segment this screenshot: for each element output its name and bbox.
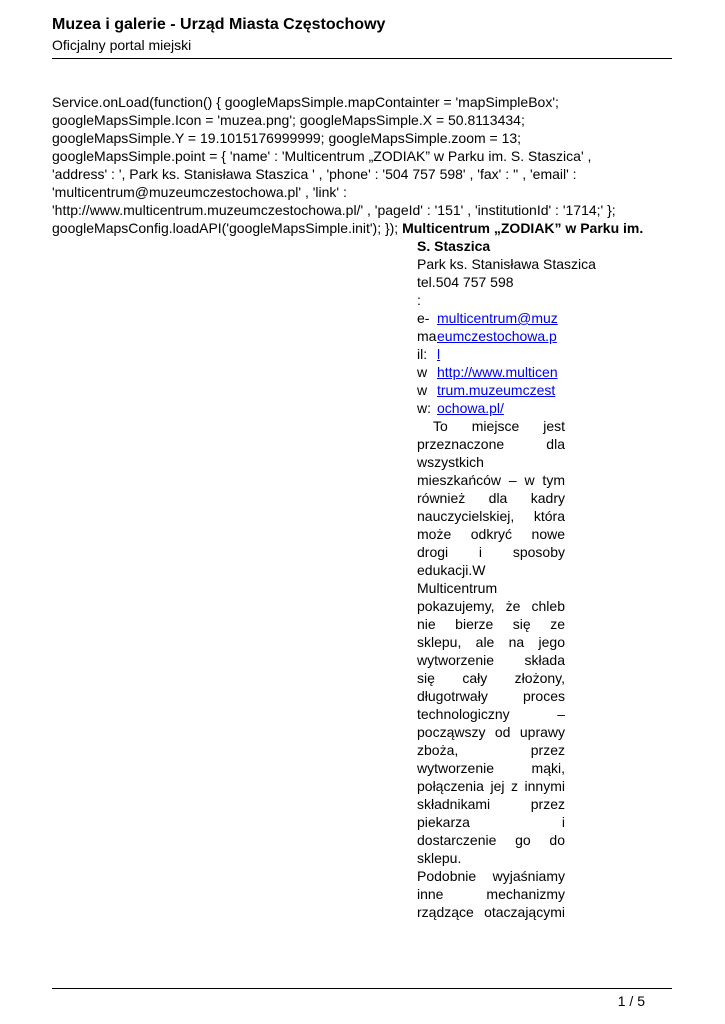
script-line: googleMapsSimple.Y = 19.1015176999999; googleMapsSimple.zoom = 13;	[52, 130, 522, 146]
script-line: googleMapsSimple.Icon = 'muzea.png'; googleMapsSimple.X = 50.8113434;	[52, 112, 525, 128]
email-link-part[interactable]: l	[437, 346, 441, 362]
institution-name-continued: S. Staszica	[417, 238, 491, 254]
script-line: googleMapsSimple.point = { 'name' : 'Multicentrum „ZODIAK” w Parku im. S. Staszica' ,	[52, 148, 592, 164]
email-link-cell	[437, 309, 558, 363]
description-line: Podobnie wyjaśniamy	[417, 868, 565, 884]
www-label	[417, 363, 437, 417]
institution-description	[417, 417, 565, 921]
description-line: długotrwały proces	[417, 688, 565, 704]
description-line: sklepu, ale na jego	[417, 634, 565, 650]
email-link[interactable]	[437, 309, 558, 363]
script-line: googleMapsConfig.loadAPI('googleMapsSimple.init'); });	[52, 220, 399, 236]
description-line: inne mechanizmy	[417, 886, 565, 902]
description-line: począwszy od uprawy	[417, 724, 565, 740]
fax-colon: :	[417, 292, 421, 308]
website-link[interactable]	[437, 363, 558, 417]
map-script-text	[52, 93, 677, 237]
description-line: składnikami przez	[417, 796, 565, 812]
institution-phone	[417, 273, 565, 291]
www-label-part: w	[417, 382, 428, 398]
description-line: pokazujemy, że chleb	[417, 598, 565, 614]
description-line: Multicentrum	[417, 580, 498, 596]
page-header	[52, 14, 672, 54]
description-line: mieszkańców – w tym	[417, 472, 565, 488]
institution-name: Multicentrum „ZODIAK” w Parku im.	[402, 220, 644, 236]
description-line: wytworzenie składa	[417, 652, 565, 668]
website-link-part[interactable]: http://www.multicen	[437, 364, 558, 380]
script-line: 'http://www.multicentrum.muzeumczestochowa.pl/' , 'pageId' : '151' , 'institutionId' : '1714;' };	[52, 202, 616, 218]
script-line: 'multicentrum@muzeumczestochowa.pl' , 'link' :	[52, 184, 347, 200]
site-subtitle: Oficjalny portal miejski	[52, 37, 192, 53]
description-line: wszystkich	[417, 454, 484, 470]
description-line: sklepu.	[417, 850, 462, 866]
description-line: rządzące otaczającymi	[417, 904, 565, 920]
script-line: Service.onLoad(function() { googleMapsSimple.mapContainter = 'mapSimpleBox';	[52, 94, 559, 110]
description-line: technologiczny –	[417, 706, 565, 722]
description-line: dostarczenie go do	[417, 832, 565, 848]
header-divider	[52, 58, 672, 59]
description-line: To miejsce jest	[433, 418, 565, 434]
institution-info	[417, 237, 596, 921]
email-row	[417, 309, 558, 363]
description-line: wytworzenie mąki,	[417, 760, 565, 776]
description-paragraph	[417, 417, 565, 867]
description-line: może odkryć nowe	[417, 526, 565, 542]
institution-address: Park ks. Stanisława Staszica	[417, 256, 596, 272]
email-label-part: e-	[417, 310, 430, 326]
description-line: drogi i sposoby	[417, 544, 565, 560]
footer-divider	[52, 988, 672, 989]
description-line: się cały złożony,	[417, 670, 565, 686]
website-link-part[interactable]: trum.muzeumczest	[437, 382, 556, 398]
email-label	[417, 309, 437, 363]
description-line: przeznaczone dla	[417, 436, 565, 452]
description-line: nie bierze się ze	[417, 616, 565, 632]
script-line: 'address' : ', Park ks. Stanisława Staszica ' , 'phone' : '504 757 598' , 'fax' : '' , 'email' :	[52, 166, 577, 182]
website-link-part[interactable]: ochowa.pl/	[437, 400, 504, 416]
description-line: również dla kadry	[417, 490, 565, 506]
www-link-cell	[437, 363, 558, 417]
description-paragraph	[417, 867, 565, 921]
email-link-part[interactable]: multicentrum@muz	[437, 310, 558, 326]
description-line: połączenia jej z innymi	[417, 778, 565, 794]
phone-number: 504 757 598	[435, 274, 514, 290]
description-line: piekarza i	[417, 814, 565, 830]
description-line: zboża, przez	[417, 742, 565, 758]
description-line: edukacji.W	[417, 562, 486, 578]
www-label-part: w	[417, 364, 428, 380]
email-label-part: il:	[417, 346, 428, 362]
description-line: nauczycielskiej, która	[417, 508, 565, 524]
www-row	[417, 363, 558, 417]
email-label-part: ma	[417, 328, 437, 344]
site-title: Muzea i galerie - Urząd Miasta Częstochowy	[52, 16, 386, 33]
page-number: 1 / 5	[617, 993, 645, 1009]
www-label-part: w:	[417, 400, 431, 416]
phone-label: tel.	[417, 274, 436, 290]
email-link-part[interactable]: eumczestochowa.p	[437, 328, 557, 344]
